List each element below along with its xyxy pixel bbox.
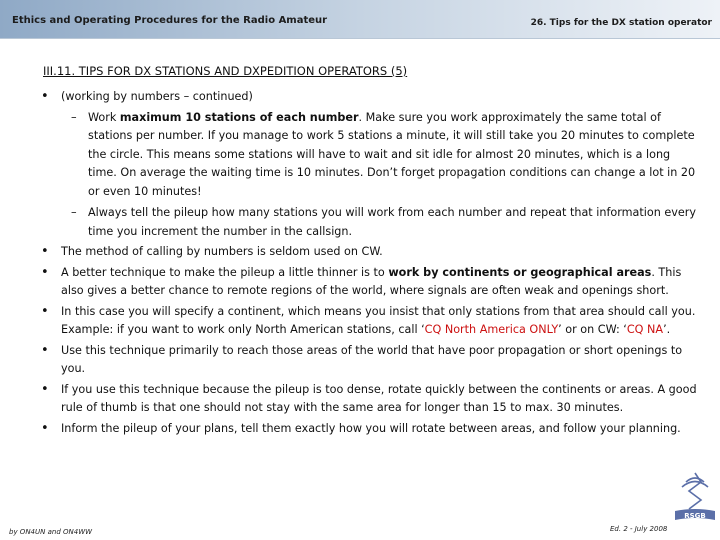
bullet-icon: • [41,342,49,358]
bullet-text-end: ’. [663,323,671,336]
header-course-title: Ethics and Operating Procedures for the Radio Amateur [12,15,328,26]
bullet-text-rest: . This also gives a better chance to remote regions of the world, where signals are often weak and openings short. [61,265,682,297]
bullet-item-1 [0,88,720,107]
highlight-cq-na: CQ NA [626,323,664,336]
bullet-item-7 [0,420,720,439]
sub-item-2 [0,204,720,241]
dash-icon: – [71,110,77,124]
bullet-item-4 [0,303,720,340]
bullet-text-mid: ’ or on CW: ‘ [558,323,627,336]
bullet-icon: • [41,264,49,280]
bullet-item-6 [0,381,720,418]
footer-authors: by ON4UN and ON4WW [9,528,93,536]
bullet-text: (working by numbers – continued) [61,90,253,103]
sub-text: Always tell the pileup how many stations you will work from each number and repeat that information every time you increment the number in the callsign. [88,206,696,238]
logo-text: RSGB [684,512,706,520]
bullet-text-start: In this case you will specify a continent, which means you insist that only stations from that area should call you. Example: if you want to work only North American stations, call ‘ [61,304,696,336]
bullet-item-5 [0,342,720,379]
slide-header [0,0,720,39]
dash-icon: – [71,206,77,219]
slide-title: III.11. TIPS FOR DX STATIONS AND DXPEDITION OPERATORS (5) [43,64,408,78]
bullet-text-start: A better technique to make the pileup a little thinner is to [61,265,389,279]
bullet-icon: • [41,244,49,259]
bullet-icon: • [41,381,49,397]
bullet-text: If you use this technique because the pileup is too dense, rotate quickly between the continents or areas. A good rule of thumb is that one should not stay with the same area for longer than 15 to max. 30 minutes. [61,382,697,414]
highlight-cq-north-america: CQ North America ONLY [424,323,559,336]
footer-edition: Ed. 2 - July 2008 [610,525,668,533]
bullet-icon: • [41,303,49,319]
sub-item-1 [0,109,720,202]
bullet-text: Use this technique primarily to reach those areas of the world that have poor propagation or short openings to you. [61,343,683,375]
rsgb-logo [672,470,718,528]
bullet-icon: • [41,89,49,104]
sub-text-start: Work [88,110,120,124]
bullet-text: The method of calling by numbers is seldom used on CW. [61,245,383,258]
header-chapter-title: 26. Tips for the DX station operator [530,18,712,28]
bullet-item-3 [0,264,720,301]
bullet-text: Inform the pileup of your plans, tell them exactly how you will rotate between areas, and follow your planning. [61,421,681,435]
bullet-item-2 [0,243,720,262]
slide-content [0,88,720,438]
bullet-icon: • [41,420,49,436]
sub-text-bold: maximum 10 stations of each number [119,110,359,124]
bullet-text-bold: work by continents or geographical areas [388,265,652,279]
sub-text-rest: . Make sure you work approximately the same total of stations per number. If you manage to work 5 stations a minute, it will still take you 20 minutes to complete the circle. This means some stations will have to wait and sit idle for almost 20 minutes, which is a long time. On average the waiting time is 10 minutes. Don’t forget propagation conditions can change a lot in 20 or even 10 minutes! [88,110,696,198]
